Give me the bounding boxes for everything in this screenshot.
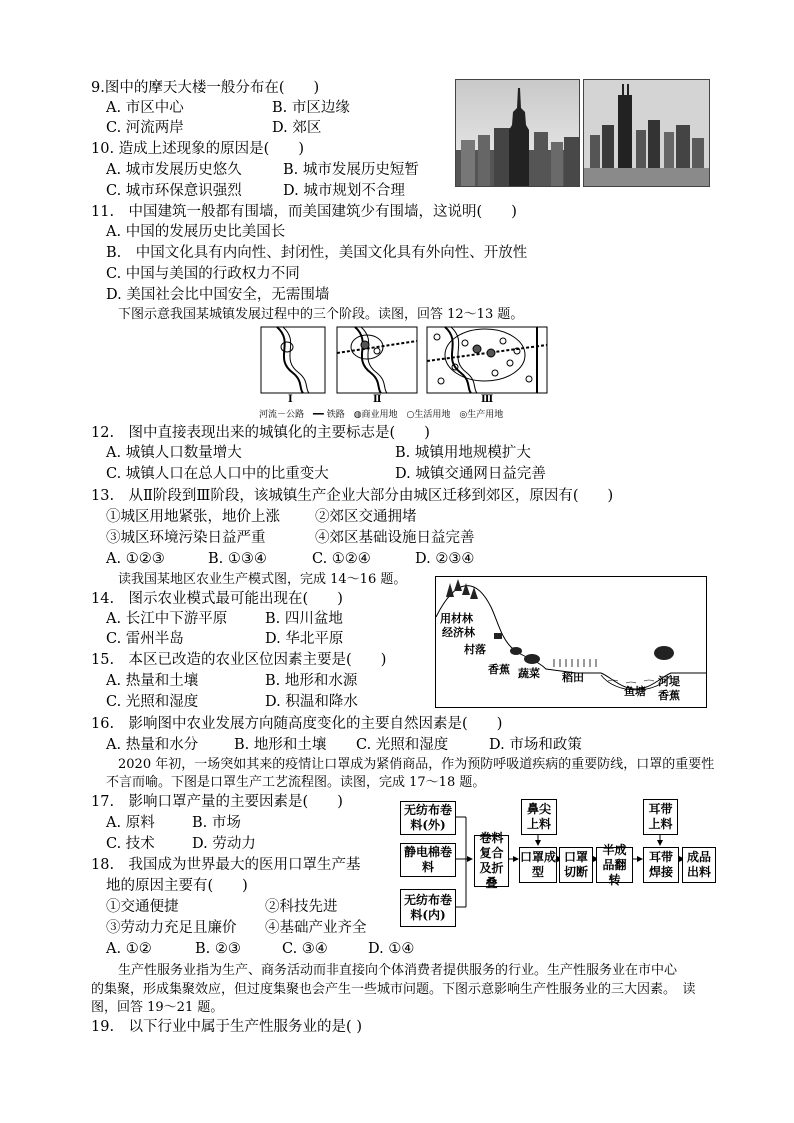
town-stages-figure [255,323,555,423]
q11-option-a[interactable]: A. 中国的发展历史比美国长 [106,224,286,240]
q15-option-c[interactable]: C. 光照和湿度 [106,694,199,710]
q10-option-c[interactable]: C. 城市环保意识强烈 [106,183,242,199]
label-fish-pond: 鱼塘 [624,685,646,698]
farm-model-figure [435,576,707,708]
q11-stem: 11. 中国建筑一般都有围墙，而美国建筑少有围墙，这说明( ) [91,204,517,220]
q16-option-d[interactable]: D. 市场和政策 [489,737,582,753]
label-timber-forest: 用材林 [440,612,473,625]
q16-option-b[interactable]: B. 地形和土壤 [234,737,327,753]
q15-option-a[interactable]: A. 热量和土壤 [106,673,199,689]
flow-box-output: 成品出料 [682,847,716,883]
q18-option-b[interactable]: B. ②③ [195,941,241,957]
stage-label-2: Ⅱ [373,394,382,405]
q11-option-d[interactable]: D. 美国社会比中国安全，无需围墙 [106,287,330,303]
q13-option-d[interactable]: D. ②③④ [415,551,475,567]
q18-option-d[interactable]: D. ①④ [368,941,415,957]
q9-option-b[interactable]: B. 市区边缘 [272,100,350,116]
q18-choice-2: ②科技先进 [265,899,338,915]
q13-option-a[interactable]: A. ①②③ [106,551,165,567]
q18-choice-4: ④基础产业齐全 [265,920,367,936]
label-paddy: 稻田 [562,671,584,684]
q18-choice-1: ①交通便捷 [106,899,179,915]
q10-option-b[interactable]: B. 城市发展历史短暂 [283,162,419,178]
q12-option-c[interactable]: C. 城镇人口在总人口中的比重变大 [106,466,329,482]
figure-legend: 河流－公路 ━━ 铁路 ◍商业用地 ○生活用地 ◎生产用地 [259,410,504,420]
flow-box-nonwoven-inner: 无纺布卷料(内) [400,889,456,927]
label-dike-banana: 香蕉 [658,689,680,702]
q11-option-c[interactable]: C. 中国与美国的行政权力不同 [106,266,300,282]
q12-option-b[interactable]: B. 城镇用地规模扩大 [395,445,531,461]
q15-option-d[interactable]: D. 积温和降水 [265,694,358,710]
intro-19-21-line2: 的集聚，形成集聚效应，但过度集聚也会产生一些城市问题。下图示意影响生产性服务业的三大因素。 读 [91,982,696,997]
label-economic-forest: 经济林 [442,626,475,639]
q9-stem: 9.图中的摩天大楼一般分布在( ) [91,80,320,96]
q9-option-d[interactable]: D. 郊区 [272,120,322,136]
q10-option-d[interactable]: D. 城市规划不合理 [283,183,405,199]
q16-stem: 16. 影响图中农业发展方向随高度变化的主要自然因素是( ) [91,716,503,732]
q10-option-a[interactable]: A. 城市发展历史悠久 [106,162,242,178]
q13-choice-2: ②郊区交通拥堵 [315,509,417,525]
q17-option-a[interactable]: A. 原料 [106,815,155,831]
q16-option-a[interactable]: A. 热量和水分 [106,737,199,753]
q13-option-c[interactable]: C. ①②④ [312,551,371,567]
q14-option-d[interactable]: D. 华北平原 [265,631,344,647]
q18-option-c[interactable]: C. ③④ [282,941,328,957]
q11-option-b[interactable]: B. 中国文化具有内向性、封闭性，美国文化具有外向性、开放性 [106,245,528,261]
q14-option-b[interactable]: B. 四川盆地 [265,611,343,627]
label-village: 村落 [464,643,486,656]
flow-box-nose-clip: 鼻尖上料 [521,799,557,835]
flow-box-mask-forming: 口罩成型 [519,847,557,883]
q13-option-b[interactable]: B. ①③④ [208,551,267,567]
q16-option-c[interactable]: C. 光照和湿度 [356,737,449,753]
label-dike: 河堤 [658,675,680,688]
q18-choice-3: ③劳动力充足且廉价 [106,920,237,936]
label-vegetables: 蔬菜 [518,667,540,680]
flow-box-earloop-weld: 耳带焊接 [643,847,679,883]
intro-19-21-line3: 图，回答 19～21 题。 [91,1000,224,1015]
q13-stem: 13. 从Ⅱ阶段到Ⅲ阶段，该城镇生产企业大部分由城区迁移到郊区，原因有( ) [91,488,614,504]
intro-17-18-line2: 不言而喻。下图是口罩生产工艺流程图。读图，完成 17～18 题。 [106,775,486,790]
stage-label-3: Ⅲ [481,394,494,405]
q9-option-c[interactable]: C. 河流两岸 [106,120,184,136]
q13-choice-3: ③城区环境污染日益严重 [106,530,266,546]
flow-box-flip: 半成品翻转 [596,847,633,883]
flow-box-earloop-feed: 耳带上料 [643,799,678,835]
q17-option-d[interactable]: D. 劳动力 [192,836,256,852]
q15-stem: 15. 本区已改造的农业区位因素主要是( ) [91,652,387,668]
skyscraper-photo-right [583,79,710,187]
intro-17-18-line1: 2020 年初，一场突如其来的疫情让口罩成为紧俏商品，作为预防呼吸道疾病的重要防线，口罩的重要性 [118,757,715,772]
q13-choice-1: ①城区用地紧张，地价上涨 [106,509,280,525]
flow-box-nonwoven-outer: 无纺布卷料(外) [400,801,456,835]
q18-stem-line2: 地的原因主要有( ) [106,878,248,894]
q12-option-a[interactable]: A. 城镇人口数量增大 [106,445,242,461]
q12-stem: 12. 图中直接表现出来的城镇化的主要标志是( ) [91,425,430,441]
q12-option-d[interactable]: D. 城镇交通网日益完善 [395,466,546,482]
q17-option-c[interactable]: C. 技术 [106,836,155,852]
flow-box-composite-fold: 卷料复合及折叠 [474,835,509,887]
intro-12-13: 下图示意我国某城镇发展过程中的三个阶段。读图，回答 12～13 题。 [118,307,524,322]
q14-option-c[interactable]: C. 雷州半岛 [106,631,184,647]
q9-option-a[interactable]: A. 市区中心 [106,100,184,116]
q19-stem: 19. 以下行业中属于生产性服务业的是( ) [91,1019,362,1035]
label-banana: 香蕉 [488,663,510,676]
q14-stem: 14. 图示农业模式最可能出现在( ) [91,591,343,607]
stage-label-1: Ⅰ [288,394,293,405]
skyscraper-photo-left [455,79,580,187]
flow-box-mask-cutting: 口罩切断 [559,847,593,883]
q14-option-a[interactable]: A. 长江中下游平原 [106,611,228,627]
q18-stem-line1: 18. 我国成为世界最大的医用口罩生产基 [91,857,361,873]
intro-14-16: 读我国某地区农业生产模式图，完成 14～16 题。 [118,572,407,587]
q18-option-a[interactable]: A. ①② [106,941,152,957]
intro-19-21-line1: 生产性服务业指为生产、商务活动而非直接向个体消费者提供服务的行业。生产性服务业在市中心 [118,963,678,978]
q15-option-b[interactable]: B. 地形和水源 [265,673,358,689]
q13-choice-4: ④郊区基础设施日益完善 [315,530,475,546]
q17-stem: 17. 影响口罩产量的主要因素是( ) [91,794,343,810]
flow-box-electrostatic-cotton: 静电棉卷料 [400,843,456,877]
q10-stem: 10. 造成上述现象的原因是( ) [91,141,304,157]
mask-process-flow [398,795,716,931]
q17-option-b[interactable]: B. 市场 [192,815,241,831]
